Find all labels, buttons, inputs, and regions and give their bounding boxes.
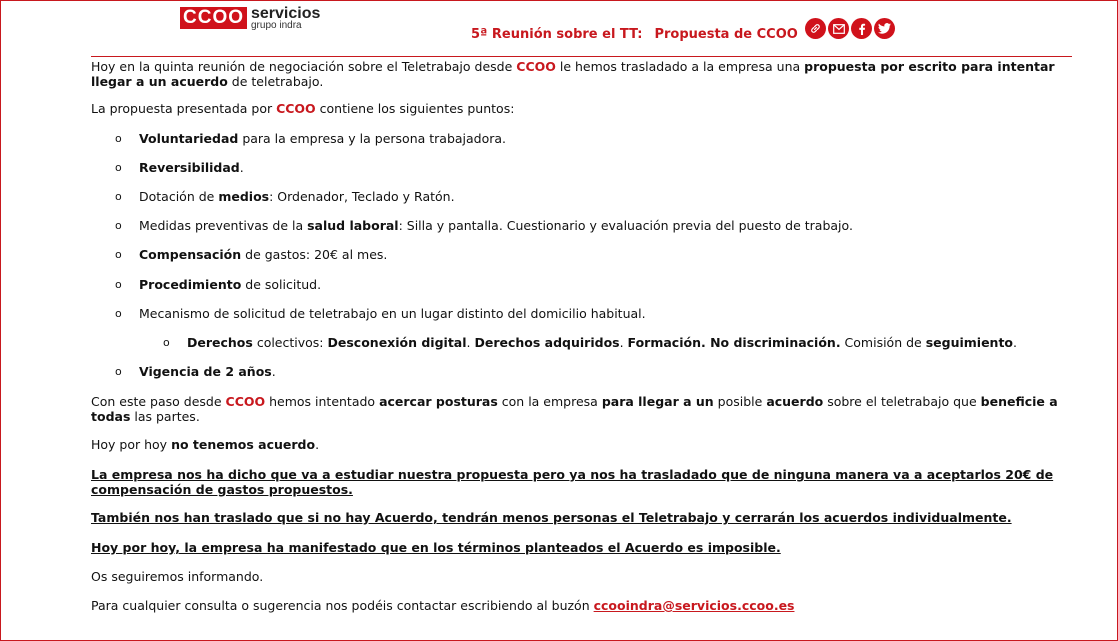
social-links xyxy=(805,18,895,39)
email-link[interactable]: ccooindra@servicios.ccoo.es xyxy=(593,598,795,613)
logo-line2: grupo indra xyxy=(251,20,302,31)
link-icon[interactable] xyxy=(805,18,826,39)
twitter-icon[interactable] xyxy=(874,18,895,39)
logo-line1: servicios xyxy=(251,5,321,22)
underlined-statement-3: Hoy por hoy, la empresa ha manifestado que en los términos planteados el Acuerdo es imposible. xyxy=(91,540,781,555)
logo-mark: CCOO xyxy=(180,7,247,29)
paragraph-closing: Os seguiremos informando. xyxy=(91,569,264,584)
paragraph-approach: Con este paso desde CCOO hemos intentado acercar posturas con la empresa para llegar a un posible acuerdo sobre el teletrabajo que beneficie a todas las partes. xyxy=(91,394,1058,424)
facebook-icon[interactable] xyxy=(851,18,872,39)
underlined-statement-1: La empresa nos ha dicho que va a estudiar nuestra propuesta pero ya nos ha trasladado que de ninguna manera va a aceptarlos 20€ de compensación de gastos propuestos. xyxy=(91,467,1054,497)
underlined-statement-2: También nos han traslado que si no hay Acuerdo, tendrán menos personas el Teletrabajo y cerrarán los acuerdos individualmente. xyxy=(91,510,1012,525)
ccoo-logo xyxy=(180,6,320,30)
header-divider xyxy=(91,56,1072,57)
mail-icon[interactable] xyxy=(828,18,849,39)
paragraph-proposal: La propuesta presentada por CCOO contiene los siguientes puntos: xyxy=(91,101,515,116)
paragraph-intro: Hoy en la quinta reunión de negociación sobre el Teletrabajo desde CCOO le hemos trasladado a la empresa una propuesta por escrito para intentar llegar a un acuerdo de teletrabajo. xyxy=(91,59,1055,89)
paragraph-contact: Para cualquier consulta o sugerencia nos podéis contactar escribiendo al buzón ccooindra@servicios.ccoo.es xyxy=(91,598,795,613)
paragraph-no-agreement: Hoy por hoy no tenemos acuerdo. xyxy=(91,437,320,452)
page-title: 5ª Reunión sobre el TT: Propuesta de CCOO xyxy=(471,27,798,42)
